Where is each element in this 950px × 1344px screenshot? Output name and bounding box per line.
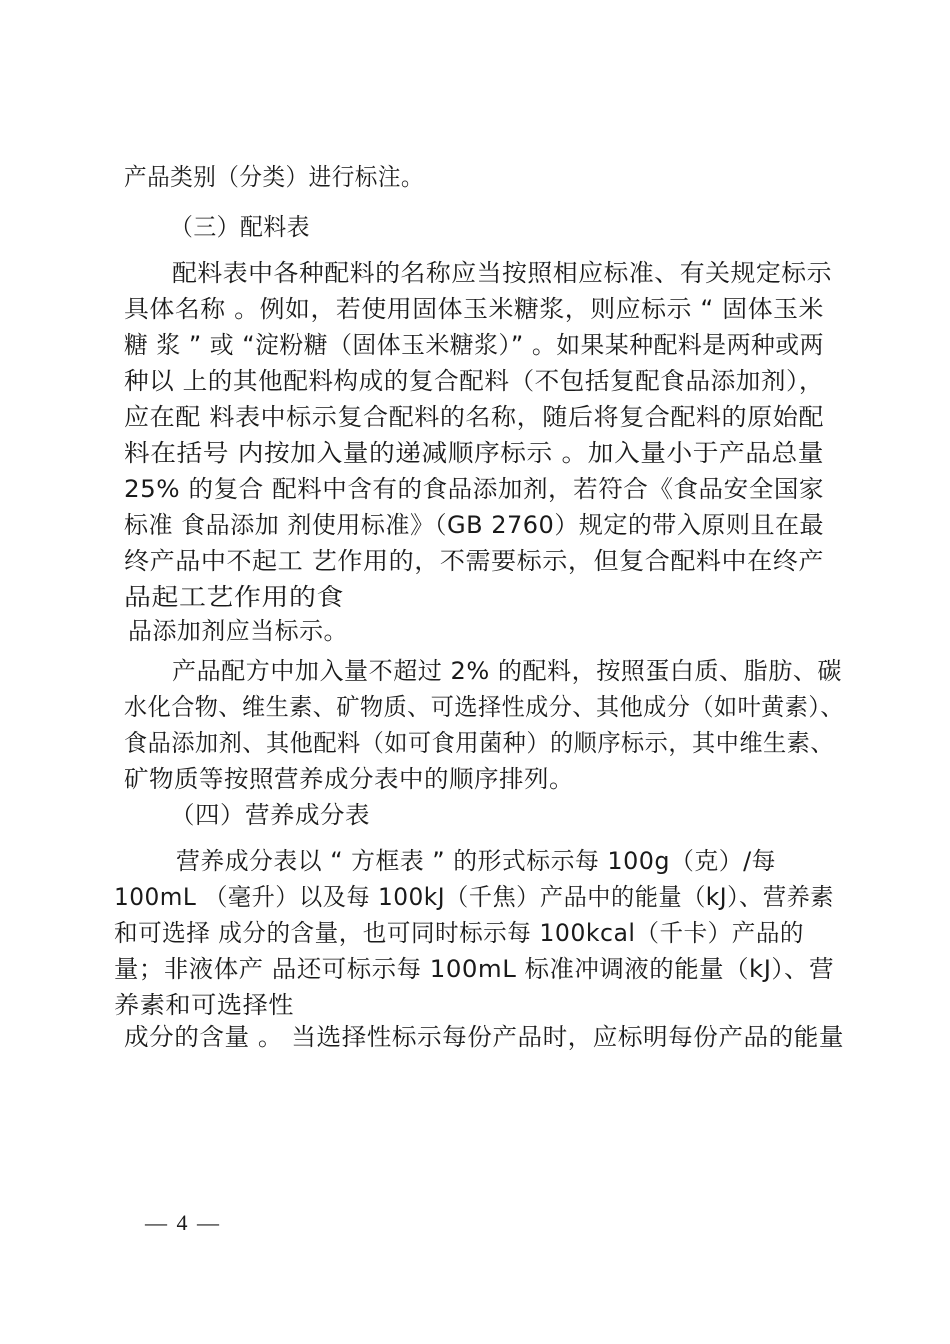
text-line: 品添加剂应当标示。 xyxy=(128,617,348,645)
text-line: 100mL （毫升）以及每 100kJ（千焦）产品中的能量（kJ）、营养素 xyxy=(114,883,834,911)
text-line: 具体名称 。例如，若使用固体玉米糖浆，则应标示 “ 固体玉米 xyxy=(124,295,824,323)
text-line: 种以 上的其他配料构成的复合配料（不包括复配食品添加剂）， xyxy=(124,367,824,395)
text-line: 成分的含量 。 当选择性标示每份产品时，应标明每份产品的能量 xyxy=(124,1023,844,1051)
section-heading: （四）营养成分表 xyxy=(170,801,370,829)
text-line: 产品配方中加入量不超过 2% 的配料，按照蛋白质、脂肪、碳 xyxy=(172,657,842,685)
text-line: 矿物质等按照营养成分表中的顺序排列。 xyxy=(124,765,574,793)
text-line: 养素和可选择性 xyxy=(114,991,294,1019)
page-number: — 4 — xyxy=(145,1210,221,1235)
text-line: 量；非液体产 品还可标示每 100mL 标准冲调液的能量（kJ）、营 xyxy=(114,955,834,983)
text-line: 水化合物、维生素、矿物质、可选择性成分、其他成分（如叶黄素）、 xyxy=(124,693,844,721)
text-line: 产品类别（分类）进行标注。 xyxy=(124,163,424,191)
text-line: 营养成分表以 “ 方框表 ” 的形式标示每 100g（克）/每 xyxy=(176,847,776,875)
text-line: 应在配 料表中标示复合配料的名称，随后将复合配料的原始配 xyxy=(124,403,824,431)
text-line: 25% 的复合 配料中含有的食品添加剂，若符合《食品安全国家 xyxy=(124,475,824,503)
text-line: 糖 浆 ” 或 “淀粉糖（固体玉米糖浆）” 。如果某种配料是两种或两 xyxy=(124,331,824,359)
text-line: 料在括号 内按加入量的递减顺序标示 。加入量小于产品总量 xyxy=(124,439,824,467)
text-line: 配料表中各种配料的名称应当按照相应标准、有关规定标示 xyxy=(172,259,832,287)
text-line: 食品添加剂、其他配料（如可食用菌种）的顺序标示，其中维生素、 xyxy=(124,729,834,757)
text-line: 标准 食品添加 剂使用标准》（GB 2760）规定的带入原则且在最 xyxy=(124,511,824,539)
section-heading: （三）配料表 xyxy=(170,213,310,241)
text-line: 和可选择 成分的含量，也可同时标示每 100kcal（千卡）产品的 xyxy=(114,919,804,947)
text-line: 品起工艺作用的食 xyxy=(124,583,344,611)
text-line: 终产品中不起工 艺作用的，不需要标示，但复合配料中在终产 xyxy=(124,547,824,575)
